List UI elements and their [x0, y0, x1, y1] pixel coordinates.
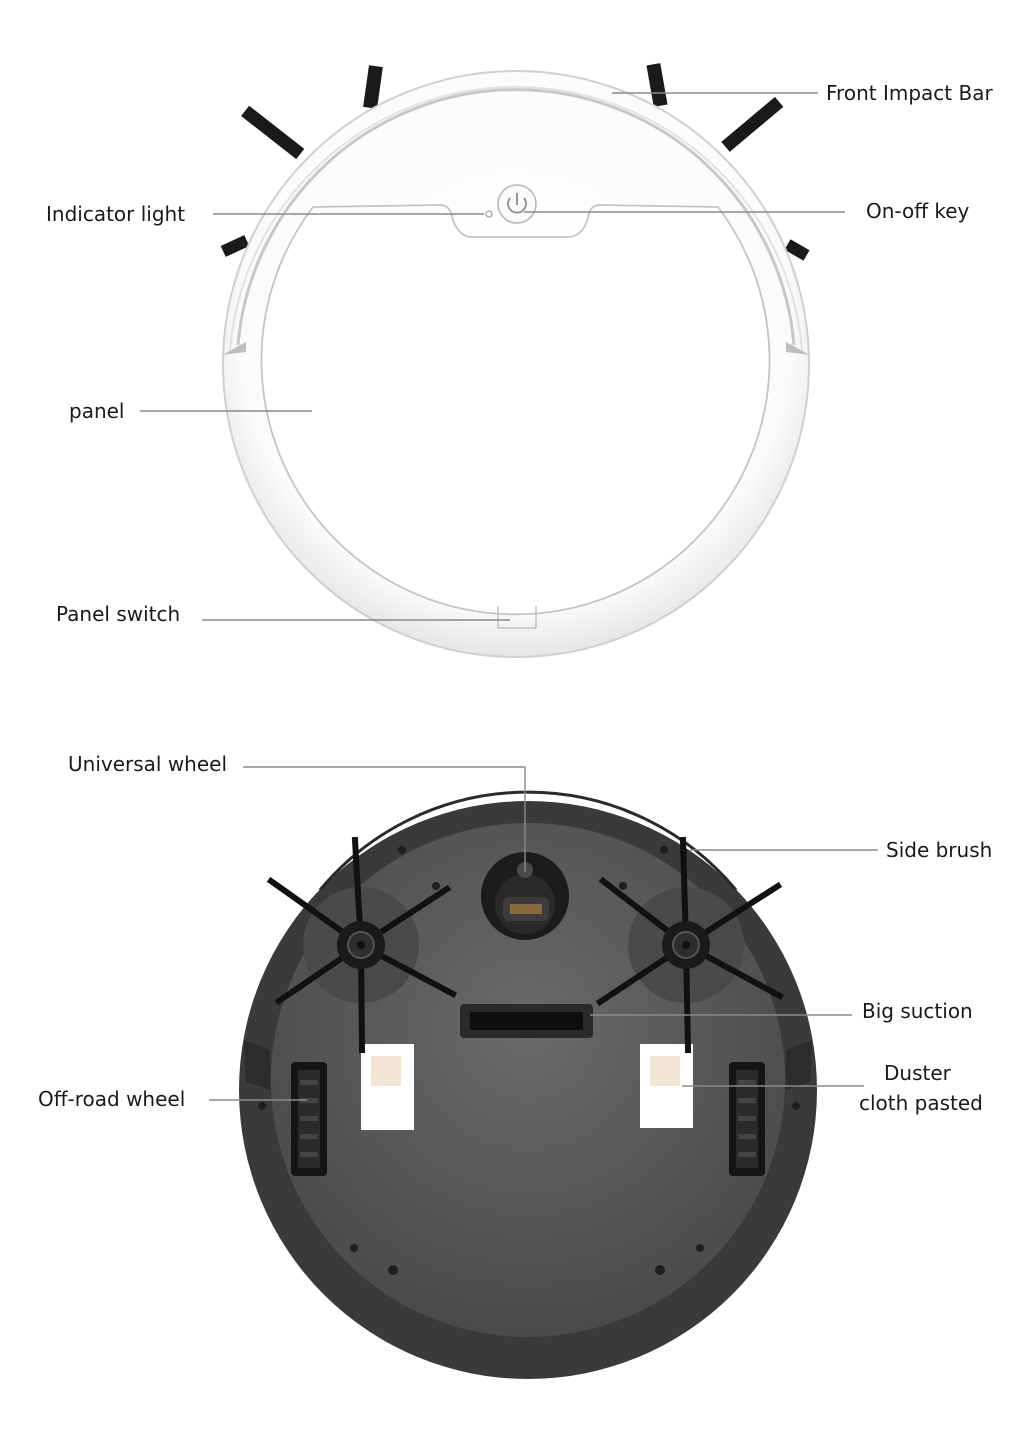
label-on-off-key: On-off key	[866, 199, 970, 223]
label-indicator-light: Indicator light	[46, 202, 186, 226]
off-road-wheel-left	[291, 1062, 327, 1176]
indicator-light	[486, 211, 492, 217]
label-panel-switch: Panel switch	[56, 602, 181, 626]
label-universal-wheel: Universal wheel	[68, 752, 228, 776]
label-duster-line1: Duster	[884, 1061, 951, 1085]
label-duster-line2: cloth pasted	[859, 1091, 983, 1115]
bottom-view	[38, 752, 992, 1379]
on-off-key	[498, 185, 536, 223]
label-side-brush: Side brush	[886, 838, 993, 862]
label-off-road-wheel: Off-road wheel	[38, 1087, 186, 1111]
off-road-wheel-right	[729, 1062, 765, 1176]
top-view	[46, 63, 993, 657]
label-big-suction: Big suction	[862, 999, 973, 1023]
big-suction	[460, 1004, 593, 1038]
label-front-impact-bar: Front Impact Bar	[826, 81, 993, 105]
label-panel: panel	[69, 399, 125, 423]
